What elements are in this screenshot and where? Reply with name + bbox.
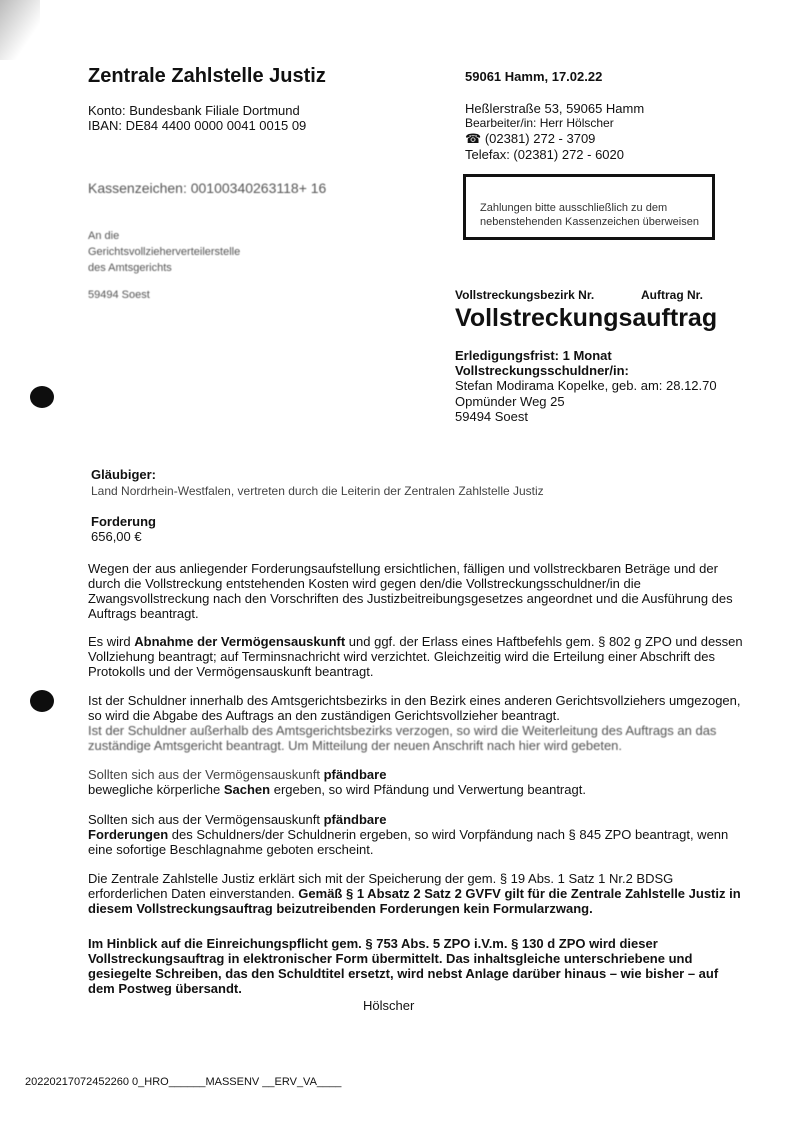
debtor-street: Opmünder Weg 25 bbox=[455, 394, 565, 409]
org-name: Zentrale Zahlstelle Justiz bbox=[88, 65, 326, 87]
deadline: Erledigungsfrist: 1 Monat bbox=[455, 348, 612, 363]
sender-address: Heßlerstraße 53, 59065 Hamm bbox=[465, 101, 645, 116]
p5-text-forderungen: Forderungen bbox=[88, 827, 169, 842]
phone-line bbox=[465, 131, 595, 146]
district-label: Vollstreckungsbezirk Nr. bbox=[455, 288, 595, 302]
punch-hole-bottom bbox=[30, 690, 54, 712]
p5-text-bold: pfändbare bbox=[323, 812, 387, 827]
signature-name: Hölscher bbox=[363, 998, 415, 1013]
p4-text-bold: pfändbare bbox=[323, 767, 387, 782]
paragraph-relocation-inside: Ist der Schuldner innerhalb des Amtsgerichtsbezirks in den Bezirk eines anderen Gerichtsvollziehers umgezogen, so wird die Abgabe des Auftrags an den zuständigen Gerichtsvollzieher beantragt. bbox=[88, 693, 741, 723]
p2-text-bold: Abnahme der Vermögensauskunft bbox=[134, 634, 346, 649]
debtor-city: 59494 Soest bbox=[455, 409, 529, 424]
phone-icon: ☎ bbox=[465, 131, 482, 146]
fax-number: Telefax: (02381) 272 - 6020 bbox=[465, 147, 624, 162]
payment-notice-box bbox=[463, 174, 715, 240]
p5-text-d: des Schuldners/der Schuldnerin ergeben, so wird Vorpfändung nach § 845 ZPO beantragt, wenn eine sofortige Beschlagnahme geboten erscheint. bbox=[88, 827, 729, 857]
p4-text-e: ergeben, so wird Pfändung und Verwertung beantragt. bbox=[270, 782, 586, 797]
bank-account: Konto: Bundesbank Filiale Dortmund bbox=[88, 103, 300, 118]
paragraph-main: Wegen der aus anliegender Forderungsaufstellung ersichtlichen, fälligen und vollstreckbaren Beträge und der durch die Vollstreckung entstehenden Kosten wird gegen den/die Vollstreckungsschuldner/in die Zwangsvollstreckung nach den Vorschriften des Justizbeitreibungsgesetzes angeordnet und die Ausführung des Auftrags beantragt. bbox=[88, 561, 733, 621]
phone-number: (02381) 272 - 3709 bbox=[484, 131, 596, 146]
p4-text-c: bewegliche körperliche bbox=[88, 782, 224, 797]
recipient-line3: des Amtsgerichts bbox=[88, 262, 172, 274]
paragraph-seizure-goods bbox=[88, 767, 748, 797]
p4-text-sachen: Sachen bbox=[223, 782, 271, 797]
iban: IBAN: DE84 4400 0000 0041 0015 09 bbox=[88, 118, 307, 133]
p6-text-a: Die Zentrale Zahlstelle Justiz erklärt sich mit der Speicherung der gem. § 19 Abs. 1 Satz 1 Nr.2 BDSG erforderlichen Daten einverstanden. bbox=[88, 871, 674, 901]
paragraph-asset-disclosure bbox=[88, 634, 748, 679]
creditor-label: Gläubiger: bbox=[91, 467, 157, 482]
recipient-address bbox=[88, 228, 240, 276]
paragraph-electronic-submission: Im Hinblick auf die Einreichungspflicht gem. § 753 Abs. 5 ZPO i.V.m. § 130 d ZPO wird dieser Vollstreckungsauftrag in elektronischer Form übermittelt. Das inhaltsgleiche unterschriebene und gesiegelte Schreiben, das den Schuldtitel ersetzt, wird nebst Anlage darüber hinaus – wie bisher – auf dem Postweg übersandt. bbox=[88, 936, 719, 996]
p6-text-bold: Gemäß § 1 Absatz 2 Satz 2 GVFV gilt für die Zentrale Zahlstelle Justiz in diesem Vollstreckungsauftrag beizutreibenden Forderungen kein Formularzwang. bbox=[88, 886, 741, 916]
order-number-label: Auftrag Nr. bbox=[641, 288, 704, 302]
claim-amount: 656,00 € bbox=[91, 529, 142, 544]
paragraph-seizure-claims bbox=[88, 812, 748, 857]
recipient-city: 59494 Soest bbox=[88, 289, 150, 301]
punch-hole-top bbox=[30, 386, 54, 408]
document-title: Vollstreckungsauftrag bbox=[455, 304, 718, 332]
debtor-name: Stefan Modirama Kopelke, geb. am: 28.12.70 bbox=[455, 378, 717, 393]
footer-code: 20220217072452260 0_HRO______MASSENV __ERV_VA____ bbox=[25, 1076, 342, 1088]
recipient-line2: Gerichtsvollzieherverteilerstelle bbox=[88, 246, 241, 258]
p4-text-a: Sollten sich aus der Vermögensauskunft bbox=[88, 767, 324, 782]
claim-label: Forderung bbox=[91, 514, 156, 529]
p2-text-c: und ggf. der Erlass eines Haftbefehls gem. § 802 g ZPO und dessen Vollziehung beantragt; auf Terminsnachricht wird verzichtet. Gleichzeitig wird die Erteilung einer Abschrift des Protokolls und der Vermögensauskunft beantragt. bbox=[88, 634, 743, 679]
creditor-text: Land Nordrhein-Westfalen, vertreten durch die Leiterin der Zentralen Zahlstelle Justiz bbox=[91, 484, 544, 498]
place-date: 59061 Hamm, 17.02.22 bbox=[465, 69, 603, 84]
p2-text-a: Es wird bbox=[88, 634, 135, 649]
p5-text-a: Sollten sich aus der Vermögensauskunft bbox=[88, 812, 324, 827]
paragraph-relocation-outside: Ist der Schuldner außerhalb des Amtsgerichtsbezirks verzogen, so wird die Weiterleitung des Auftrags an das zuständige Amtsgericht beantragt. Um Mitteilung der neuen Anschrift nach hier wird gebeten. bbox=[88, 723, 717, 753]
scan-shadow bbox=[0, 0, 40, 60]
paragraph-data-storage bbox=[88, 871, 748, 916]
recipient-line1: An die bbox=[88, 230, 120, 242]
debtor-label: Vollstreckungsschuldner/in: bbox=[455, 363, 629, 378]
clerk: Bearbeiter/in: Herr Hölscher bbox=[465, 116, 614, 130]
payment-notice-text: Zahlungen bitte ausschließlich zu dem nebenstehenden Kassenzeichen überweisen bbox=[480, 202, 699, 228]
kassenzeichen: Kassenzeichen: 00100340263118+ 16 bbox=[88, 180, 327, 196]
